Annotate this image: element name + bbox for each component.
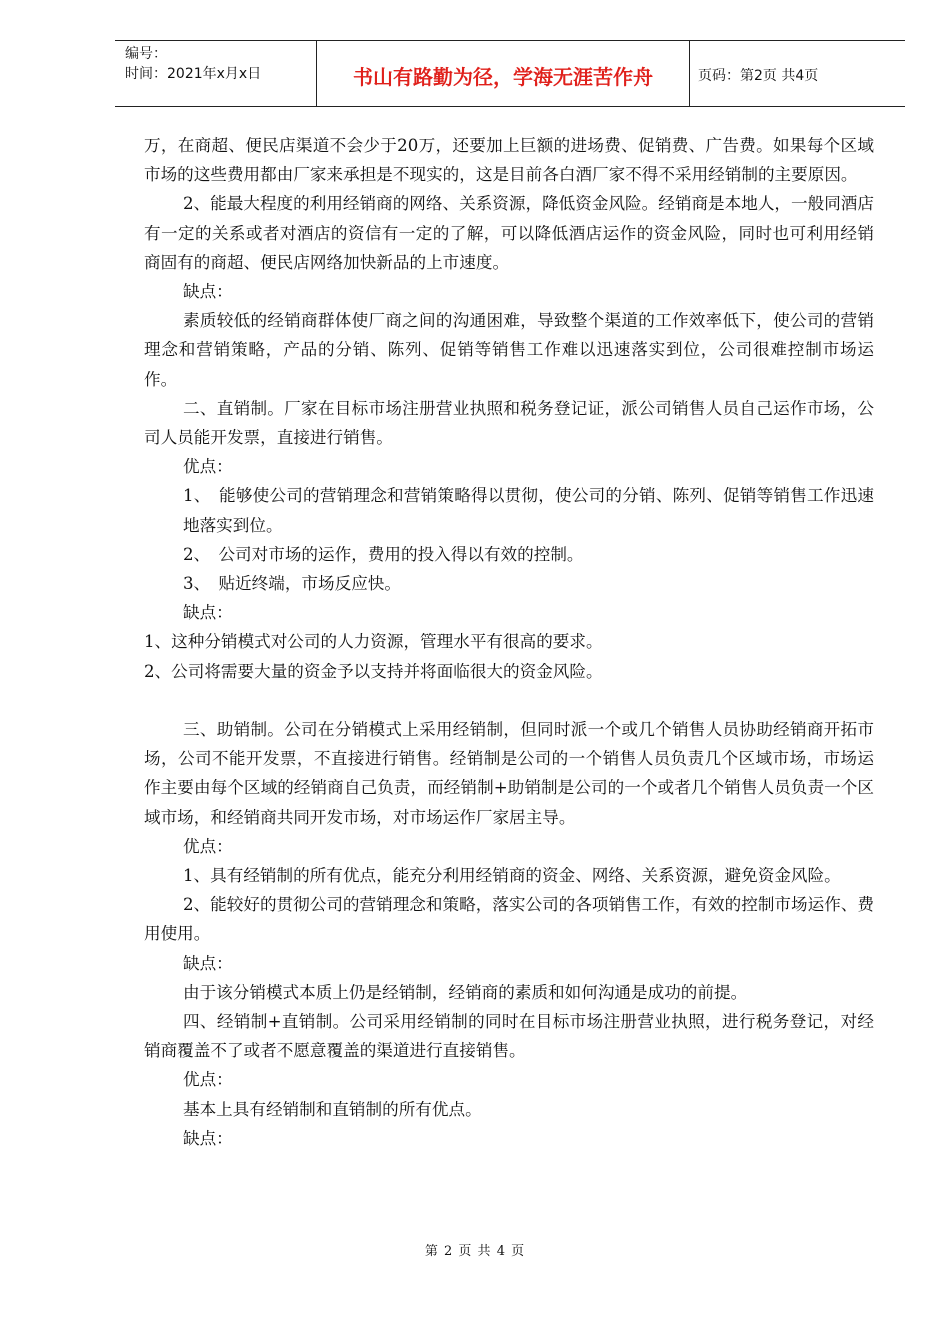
document-body xyxy=(144,131,874,1153)
paragraph: 素质较低的经销商群体使厂商之间的沟通困难，导致整个渠道的工作效率低下，使公司的营销理念和营销策略，产品的分销、陈列、促销等销售工作难以迅速落实到位，公司很难控制市场运作。 xyxy=(144,311,874,389)
page-header xyxy=(115,40,905,107)
time-label: 时间：2021年x月x日 xyxy=(125,66,262,82)
paragraph: 基本上具有经销制和直销制的所有优点。 xyxy=(183,1099,482,1119)
paragraph: 2、公司将需要大量的资金予以支持并将面临很大的资金风险。 xyxy=(144,661,603,681)
paragraph: 二、直销制。厂家在目标市场注册营业执照和税务登记证，派公司销售人员自己运作市场，公司人员能开发票，直接进行销售。 xyxy=(144,398,874,448)
paragraph: 四、经销制+直销制。公司采用经销制的同时在目标市场注册营业执照，进行税务登记，对经销商覆盖不了或者不愿意覆盖的渠道进行直接销售。 xyxy=(144,1012,874,1061)
paragraph: 2、 公司对市场的运作，费用的投入得以有效的控制。 xyxy=(183,544,584,564)
paragraph: 缺点： xyxy=(183,282,233,302)
paragraph: 1、 能够使公司的营销理念和营销策略得以贯彻，使公司的分销、陈列、促销等销售工作迅速地落实到位。 xyxy=(183,486,874,535)
header-meta xyxy=(115,41,317,106)
paragraph: 优点： xyxy=(183,836,233,856)
blank-line xyxy=(144,686,874,715)
paragraph: 三、助销制。公司在分销模式上采用经销制，但同时派一个或几个销售人员协助经销商开拓市场，公司不能开发票，不直接进行销售。经销制是公司的一个销售人员负责几个区域市场，市场运作主要由每个区域的经销商自己负责，而经销制+助销制是公司的一个或者几个销售人员负责一个区域市场，和经销商共同开发市场，对市场运作厂家居主导。 xyxy=(144,720,874,827)
paragraph: 1、这种分销模式对公司的人力资源，管理水平有很高的要求。 xyxy=(144,632,603,652)
header-motto: 书山有路勤为径，学海无涯苦作舟 xyxy=(317,41,690,106)
paragraph: 优点： xyxy=(183,1070,233,1090)
paragraph: 1、具有经销制的所有优点，能充分利用经销商的资金、网络、关系资源，避免资金风险。 xyxy=(183,866,841,886)
paragraph: 万，在商超、便民店渠道不会少于20万，还要加上巨额的进场费、促销费、广告费。如果每个区域市场的这些费用都由厂家来承担是不现实的，这是目前各白酒厂家不得不采用经销制的主要原因。 xyxy=(144,136,874,185)
paragraph: 2、能较好的贯彻公司的营销理念和策略，落实公司的各项销售工作，有效的控制市场运作、费用使用。 xyxy=(144,895,874,944)
paragraph: 缺点： xyxy=(183,953,233,973)
number-label: 编号： xyxy=(125,46,167,62)
paragraph: 缺点： xyxy=(183,603,233,623)
paragraph: 2、能最大程度的利用经销商的网络、关系资源，降低资金风险。经销商是本地人，一般同酒店有一定的关系或者对酒店的资信有一定的了解，可以降低酒店运作的资金风险，同时也可利用经销商固有的商超、便民店网络加快新品的上市速度。 xyxy=(144,194,874,272)
paragraph: 由于该分销模式本质上仍是经销制，经销商的素质和如何沟通是成功的前提。 xyxy=(183,982,748,1002)
page-footer: 第 2 页 共 4 页 xyxy=(424,1244,526,1259)
paragraph: 缺点： xyxy=(183,1128,233,1148)
paragraph: 3、 贴近终端，市场反应快。 xyxy=(183,574,401,594)
header-page-info: 页码：第2页 共4页 xyxy=(698,67,819,84)
paragraph: 优点： xyxy=(183,457,233,477)
